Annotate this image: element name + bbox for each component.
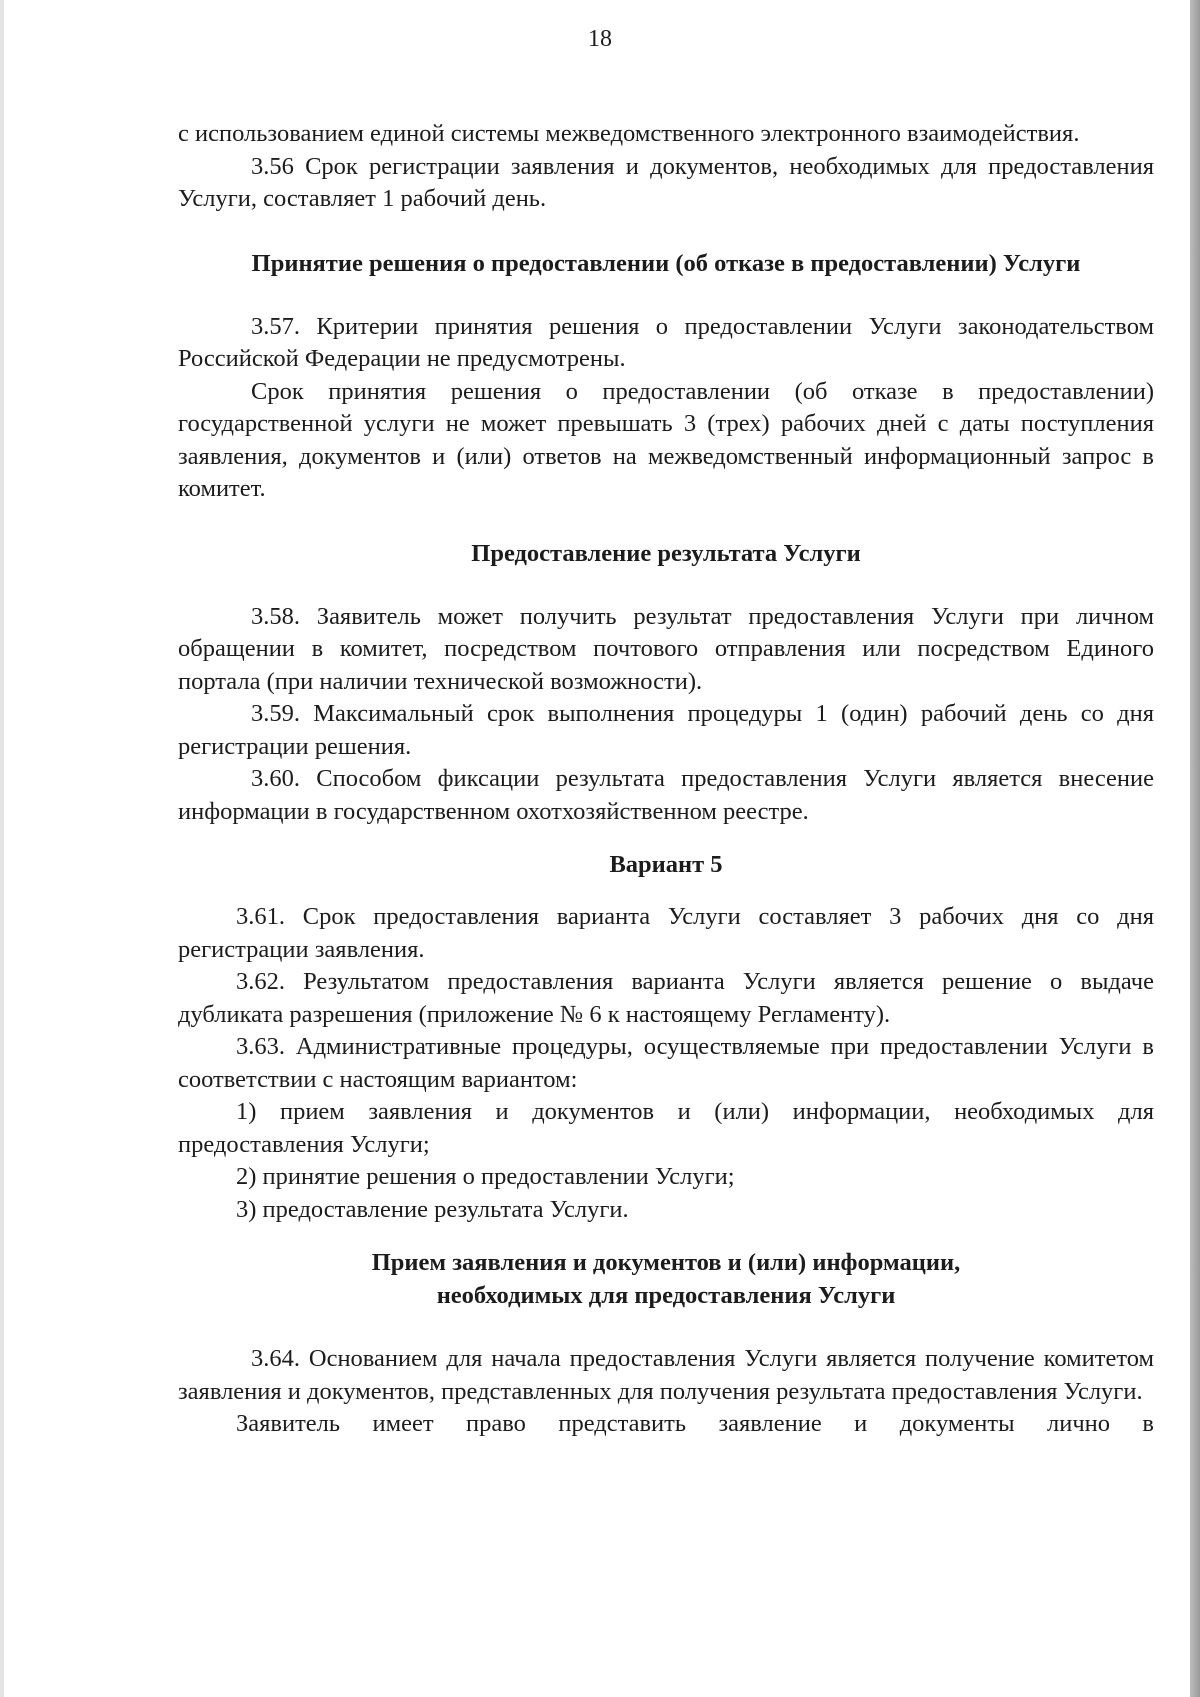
heading-result: Предоставление результата Услуги (471, 539, 861, 567)
list-item-2: 2) принятие решения о предоставлении Услуги; (236, 1163, 735, 1190)
list-item-3: 3) предоставление результата Услуги. (236, 1195, 629, 1223)
paragraph-3-63: 3.63. Административные процедуры, осуществляемые при предоставлении Услуги в соответствии с настоящим вариантом: (178, 1033, 1154, 1093)
heading-reception: Прием заявления и документов и (или) информации, необходимых для предоставления Услуги (371, 1249, 961, 1309)
paragraph-3-57: 3.57. Критерии принятия решения о предоставлении Услуги законодательством Российской Федерации не предусмотрены. (178, 312, 1154, 372)
document-body (178, 118, 1154, 1441)
paragraph-3-59: 3.59. Максимальный срок выполнения процедуры 1 (один) рабочий день со дня регистрации решения. (178, 700, 1154, 760)
paragraph-3-64: 3.64. Основанием для начала предоставления Услуги является получение комитетом заявления и документов, представленных для получения результата предоставления Услуги. (178, 1345, 1154, 1405)
paragraph-3-61: 3.61. Срок предоставления варианта Услуги составляет 3 рабочих дня со дня регистрации заявления. (178, 903, 1154, 963)
list-item-1: 1) прием заявления и документов и (или) информации, необходимых для предоставления Услуги; (178, 1098, 1154, 1158)
heading-decision: Принятие решения о предоставлении (об отказе в предоставлении) Услуги (251, 249, 1081, 277)
page-number: 18 (588, 26, 612, 52)
scan-left-edge (0, 0, 4, 1697)
paragraph-3-62: 3.62. Результатом предоставления варианта Услуги является решение о выдаче дубликата разрешения (приложение № 6 к настоящему Регламенту). (178, 968, 1154, 1028)
paragraph-decision-term: Срок принятия решения о предоставлении (об отказе в предоставлении) государственной услуги не может превышать 3 (трех) рабочих дней с даты поступления заявления, документов и (или) ответов на межведомственный информационный запрос в комитет. (178, 377, 1154, 502)
heading-variant-5: Вариант 5 (609, 851, 723, 878)
paragraph-3-56: 3.56 Срок регистрации заявления и документов, необходимых для предоставления Услуги, составляет 1 рабочий день. (178, 152, 1154, 212)
paragraph-applicant-right: Заявитель имеет право представить заявление и документы лично в (236, 1410, 1154, 1437)
paragraph-3-58: 3.58. Заявитель может получить результат предоставления Услуги при личном обращении в комитет, посредством почтового отправления или посредством Единого портала (при наличии технической возможности). (178, 602, 1154, 695)
paragraph-continuation: с использованием единой системы межведомственного электронного взаимодействия. (178, 120, 1080, 147)
scan-right-edge (1190, 0, 1200, 1697)
paragraph-3-60: 3.60. Способом фиксации результата предоставления Услуги является внесение информации в государственном охотхозяйственном реестре. (178, 765, 1154, 825)
